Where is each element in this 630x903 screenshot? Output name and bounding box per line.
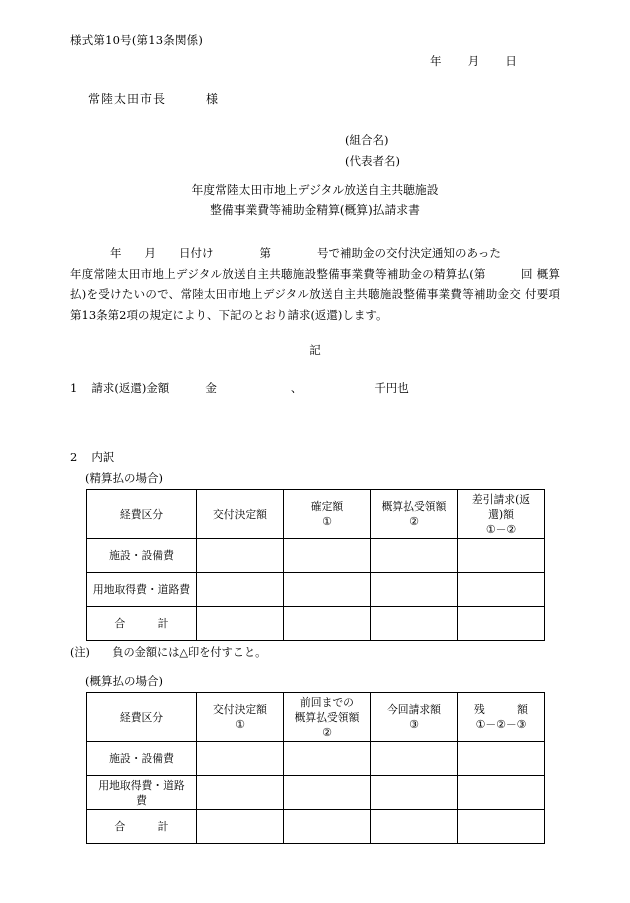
addressee (88, 90, 218, 107)
amount-unit: 千円也 (374, 381, 409, 395)
applicant-group-name: (組合名) (345, 133, 389, 147)
table-gaisan (86, 692, 545, 844)
header-cell-keihi: 経費区分 (87, 693, 197, 742)
cell-input[interactable] (284, 539, 371, 573)
cell-input[interactable] (458, 539, 545, 573)
cell-input[interactable] (284, 742, 371, 776)
cell-input[interactable] (371, 607, 458, 641)
row-label-shisetsu: 施設・設備費 (87, 539, 197, 573)
document-title-line1: 年度常陸太田市地上デジタル放送自主共聴施設 (191, 183, 439, 197)
body-line-2: 年度常陸太田市地上デジタル放送自主共聴施設整備事業費等補助金の精算払(第 回 (70, 266, 533, 281)
cell-input[interactable] (197, 573, 284, 607)
header-cell-konkai-seikyu: 今回請求額 ③ (371, 693, 458, 742)
amount-kin: 金 (205, 381, 217, 395)
subtitle-gaisan: (概算払の場合) (85, 674, 163, 688)
table-row-header (87, 693, 545, 742)
row-label-total: 合 計 (87, 810, 197, 844)
date-line (430, 53, 517, 69)
table-row (87, 776, 545, 810)
header-cell-kofu-kettei: 交付決定額 (197, 490, 284, 539)
amount-label: 請求(返還)金額 (91, 381, 170, 395)
addressee-honorific: 様 (206, 92, 219, 106)
addressee-name: 常陸太田市長 (88, 92, 167, 106)
table-row (87, 573, 545, 607)
table-row (87, 607, 545, 641)
cell-input[interactable] (458, 742, 545, 776)
cell-input[interactable] (284, 607, 371, 641)
section2-label: 内訳 (91, 450, 115, 464)
cell-input[interactable] (458, 810, 545, 844)
ki-heading: 記 (309, 343, 321, 357)
amount-comma: 、 (290, 381, 303, 395)
header-cell-zenkai-gaisan: 前回までの 概算払受領額 ② (284, 693, 371, 742)
body-line-3: 概算払)を受けたいので、常陸太田市地上デジタル放送自主共聴施設整備事業費等補助金交 (70, 266, 560, 301)
table-row-header (87, 490, 545, 539)
form-number: 様式第10号(第13条関係) (70, 33, 204, 47)
section-breakdown-heading (70, 449, 114, 465)
document-title (0, 180, 630, 220)
cell-input[interactable] (197, 776, 284, 810)
table-row (87, 742, 545, 776)
body-text (70, 243, 560, 325)
cell-input[interactable] (284, 810, 371, 844)
row-label-youchi: 用地取得費・道路費 (87, 573, 197, 607)
header-cell-kakutei: 確定額 ① (284, 490, 371, 539)
body-line-4: 付要項第13条第2項の規定により、下記のとおり請求(返還)します。 (70, 287, 561, 322)
date-month: 月 (467, 54, 480, 68)
date-day: 日 (505, 54, 518, 68)
document-title-line2: 整備事業費等補助金精算(概算)払請求書 (210, 203, 420, 217)
section2-number: 2 (70, 450, 78, 464)
table-row (87, 810, 545, 844)
header-cell-sashihiki: 差引請求(返 還)額 ①－② (458, 490, 545, 539)
table-row (87, 539, 545, 573)
header-cell-gaisan-juryo: 概算払受領額 ② (371, 490, 458, 539)
cell-input[interactable] (371, 810, 458, 844)
header-cell-kofu-kettei: 交付決定額 ① (197, 693, 284, 742)
row-label-shisetsu: 施設・設備費 (87, 742, 197, 776)
body-line-1: 年 月 日付け 第 号で補助金の交付決定通知のあった (110, 246, 501, 260)
cell-input[interactable] (284, 776, 371, 810)
cell-input[interactable] (371, 573, 458, 607)
applicant-representative-name: (代表者名) (345, 154, 400, 168)
cell-input[interactable] (458, 607, 545, 641)
table-seisan (86, 489, 545, 641)
cell-input[interactable] (371, 742, 458, 776)
cell-input[interactable] (197, 607, 284, 641)
cell-input[interactable] (197, 539, 284, 573)
row-label-total: 合 計 (87, 607, 197, 641)
cell-input[interactable] (284, 573, 371, 607)
cell-input[interactable] (197, 742, 284, 776)
header-cell-keihi: 経費区分 (87, 490, 197, 539)
applicant-block (345, 130, 400, 172)
cell-input[interactable] (371, 776, 458, 810)
cell-input[interactable] (458, 776, 545, 810)
amount-request-line (70, 380, 409, 396)
cell-input[interactable] (371, 539, 458, 573)
cell-input[interactable] (458, 573, 545, 607)
cell-input[interactable] (197, 810, 284, 844)
date-year: 年 (430, 54, 442, 68)
table-note: (注) 負の金額には△印を付すこと。 (70, 646, 267, 659)
row-label-youchi: 用地取得費・道路 費 (87, 776, 197, 810)
subtitle-seisan: (精算払の場合) (85, 471, 163, 485)
amount-item-number: 1 (70, 381, 78, 395)
header-cell-zan: 残 額 ①－②－③ (458, 693, 545, 742)
